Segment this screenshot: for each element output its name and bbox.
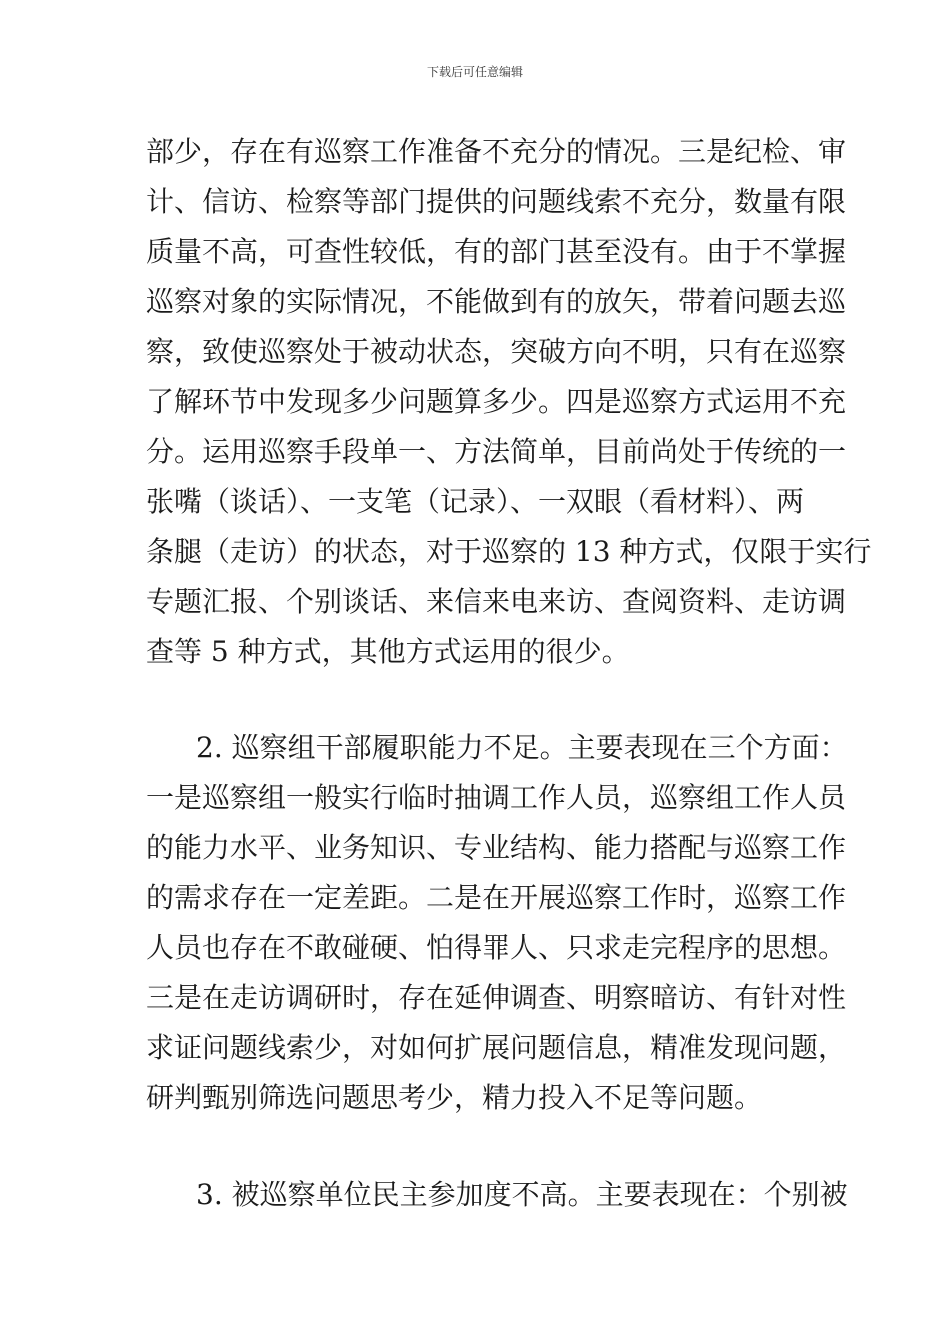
paragraph-line: 巡察对象的实际情况，不能做到有的放矢，带着问题去巡 — [146, 285, 847, 318]
paragraph-line: 人员也存在不敢碰硬、怕得罪人、只求走完程序的思想。 — [146, 931, 847, 964]
paragraph-line: 的能力水平、业务知识、专业结构、能力搭配与巡察工作 — [146, 831, 847, 864]
paragraph-line: 3. 被巡察单位民主参加度不高。主要表现在：个别被 — [196, 1178, 848, 1211]
paragraph-line: 张嘴（谈话）、一支笔（记录）、一双眼（看材料）、两 — [146, 485, 805, 518]
page-header: 下载后可任意编辑 — [426, 65, 523, 79]
paragraph-line: 计、信访、检察等部门提供的问题线索不充分，数量有限 — [146, 185, 847, 218]
paragraph-line: 察，致使巡察处于被动状态，突破方向不明，只有在巡察 — [146, 335, 847, 368]
paragraph-line: 三是在走访调研时，存在延伸调查、明察暗访、有针对性 — [146, 981, 847, 1014]
paragraph-line: 质量不高，可查性较低，有的部门甚至没有。由于不掌握 — [146, 235, 847, 268]
paragraph-line: 的需求存在一定差距。二是在开展巡察工作时，巡察工作 — [146, 881, 847, 914]
paragraph-line: 了解环节中发现多少问题算多少。四是巡察方式运用不充 — [146, 385, 847, 418]
paragraph-line: 条腿（走访）的状态，对于巡察的 13 种方式，仅限于实行 — [146, 535, 872, 568]
paragraph-line: 专题汇报、个别谈话、来信来电来访、查阅资料、走访调 — [146, 585, 847, 618]
paragraph-line: 部少，存在有巡察工作准备不充分的情况。三是纪检、审 — [146, 135, 847, 168]
paragraph-line: 查等 5 种方式，其他方式运用的很少。 — [146, 635, 630, 668]
paragraph-line: 一是巡察组一般实行临时抽调工作人员，巡察组工作人员 — [146, 781, 847, 814]
paragraph-line: 研判甄别筛选问题思考少，精力投入不足等问题。 — [146, 1081, 763, 1114]
paragraph-line: 分。运用巡察手段单一、方法简单，目前尚处于传统的一 — [146, 435, 847, 468]
paragraph-line: 求证问题线索少，对如何扩展问题信息，精准发现问题， — [146, 1031, 847, 1064]
paragraph-line: 2. 巡察组干部履职能力不足。主要表现在三个方面： — [196, 731, 848, 764]
